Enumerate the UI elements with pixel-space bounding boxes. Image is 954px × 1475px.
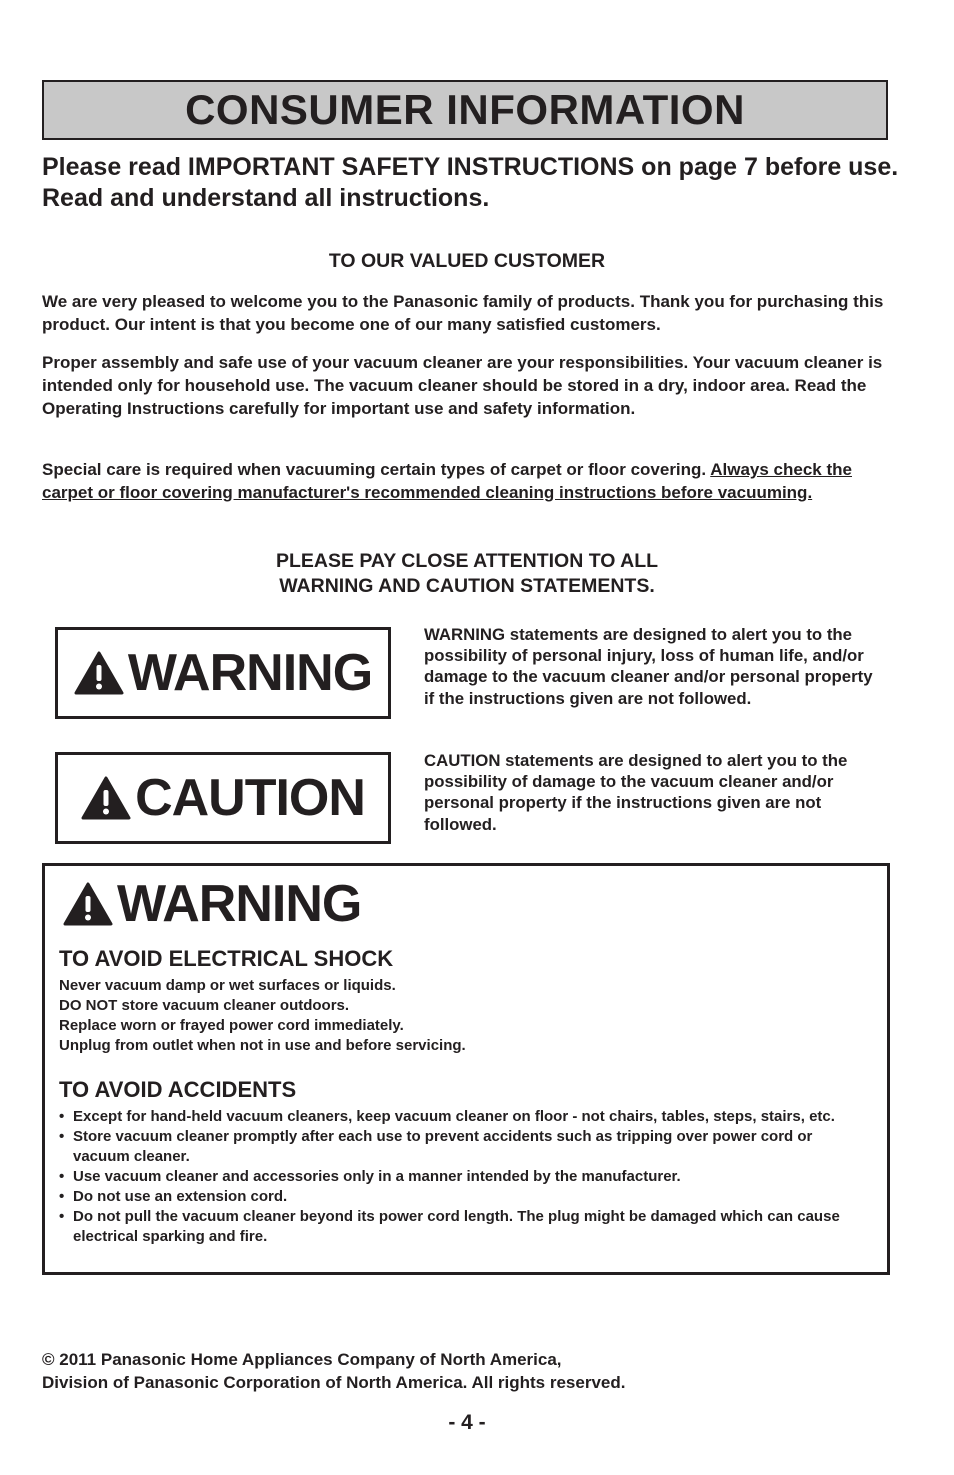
caution-badge [55, 752, 391, 844]
warning-triangle-icon [74, 651, 124, 695]
warning-description: WARNING statements are designed to alert you to the possibility of personal injury, loss of human life, and/or damage to the vacuum cleaner and/or personal property if the instructions given are not followed. [424, 625, 873, 708]
warning-box-header [63, 875, 362, 933]
warning-badge [55, 627, 391, 719]
accident-item: • Use vacuum cleaner and accessories only in a manner intended by the manufacturer. [59, 1167, 869, 1187]
warning-box [42, 863, 890, 1275]
shock-line: Never vacuum damp or wet surfaces or liquids. [59, 977, 396, 994]
page-title: CONSUMER INFORMATION [185, 86, 745, 133]
attention-line-1: PLEASE PAY CLOSE ATTENTION TO ALL [275, 550, 659, 572]
accidents-list [59, 1107, 869, 1247]
carpet-care-text: Special care is required when vacuuming certain types of carpet or floor covering. [42, 460, 711, 479]
page-number: - 4 - [448, 1411, 486, 1434]
warning-box-heading: WARNING [117, 875, 362, 933]
shock-lines [59, 976, 466, 1056]
copyright-line-1: © 2011 Panasonic Home Appliances Company of North America, [42, 1350, 562, 1369]
copyright-line-2: Division of Panasonic Corporation of North America. All rights reserved. [42, 1373, 626, 1392]
welcome-paragraph: We are very pleased to welcome you to the Panasonic family of products. Thank you for purchasing this product. Our intent is that you become one of our many satisfied customers. [42, 292, 884, 334]
carpet-care-paragraph [42, 458, 892, 504]
attention-line-2: WARNING AND CAUTION STATEMENTS. [279, 575, 655, 597]
page-title-box [42, 80, 888, 140]
responsibility-paragraph: Proper assembly and safe use of your vacuum cleaner are your responsibilities. Your vacuum cleaner is intended only for household use. The vacuum cleaner should be stored in a dry, indoor area. Read the Operating Instructions carefully for important use and safety information. [42, 353, 883, 418]
caution-description: CAUTION statements are designed to alert you to the possibility of damage to the vacuum cleaner and/or personal property if the instructions given are not followed. [424, 751, 848, 834]
caution-word: CAUTION [135, 769, 365, 827]
shock-line: Replace worn or frayed power cord immediately. [59, 1017, 404, 1034]
attention-heading [0, 549, 934, 599]
accident-item: • Do not pull the vacuum cleaner beyond its power cord length. The plug might be damaged which can cause electrical sparking and fire. [59, 1207, 869, 1247]
shock-line: DO NOT store vacuum cleaner outdoors. [59, 997, 350, 1014]
carpet-care-underlined: Always check the carpet or floor covering manufacturer's recommended cleaning instructions before vacuuming. [42, 460, 852, 502]
accidents-section-title: TO AVOID ACCIDENTS [59, 1077, 297, 1102]
warning-triangle-icon [63, 882, 113, 926]
accident-item: • Except for hand-held vacuum cleaners, keep vacuum cleaner on floor - not chairs, tables, steps, stairs, etc. [59, 1107, 869, 1127]
customer-heading: TO OUR VALUED CUSTOMER [328, 250, 606, 272]
shock-line: Unplug from outlet when not in use and before servicing. [59, 1037, 466, 1054]
caution-triangle-icon [81, 776, 131, 820]
intro-notice: Please read IMPORTANT SAFETY INSTRUCTIONS on page 7 before use. Read and understand all instructions. [42, 153, 899, 212]
warning-word: WARNING [127, 644, 373, 702]
accident-item: • Do not use an extension cord. [59, 1187, 869, 1207]
shock-section-title: TO AVOID ELECTRICAL SHOCK [59, 946, 394, 971]
copyright [42, 1348, 625, 1394]
accident-item: • Store vacuum cleaner promptly after each use to prevent accidents such as tripping over power cord or vacuum cleaner. [59, 1127, 869, 1167]
